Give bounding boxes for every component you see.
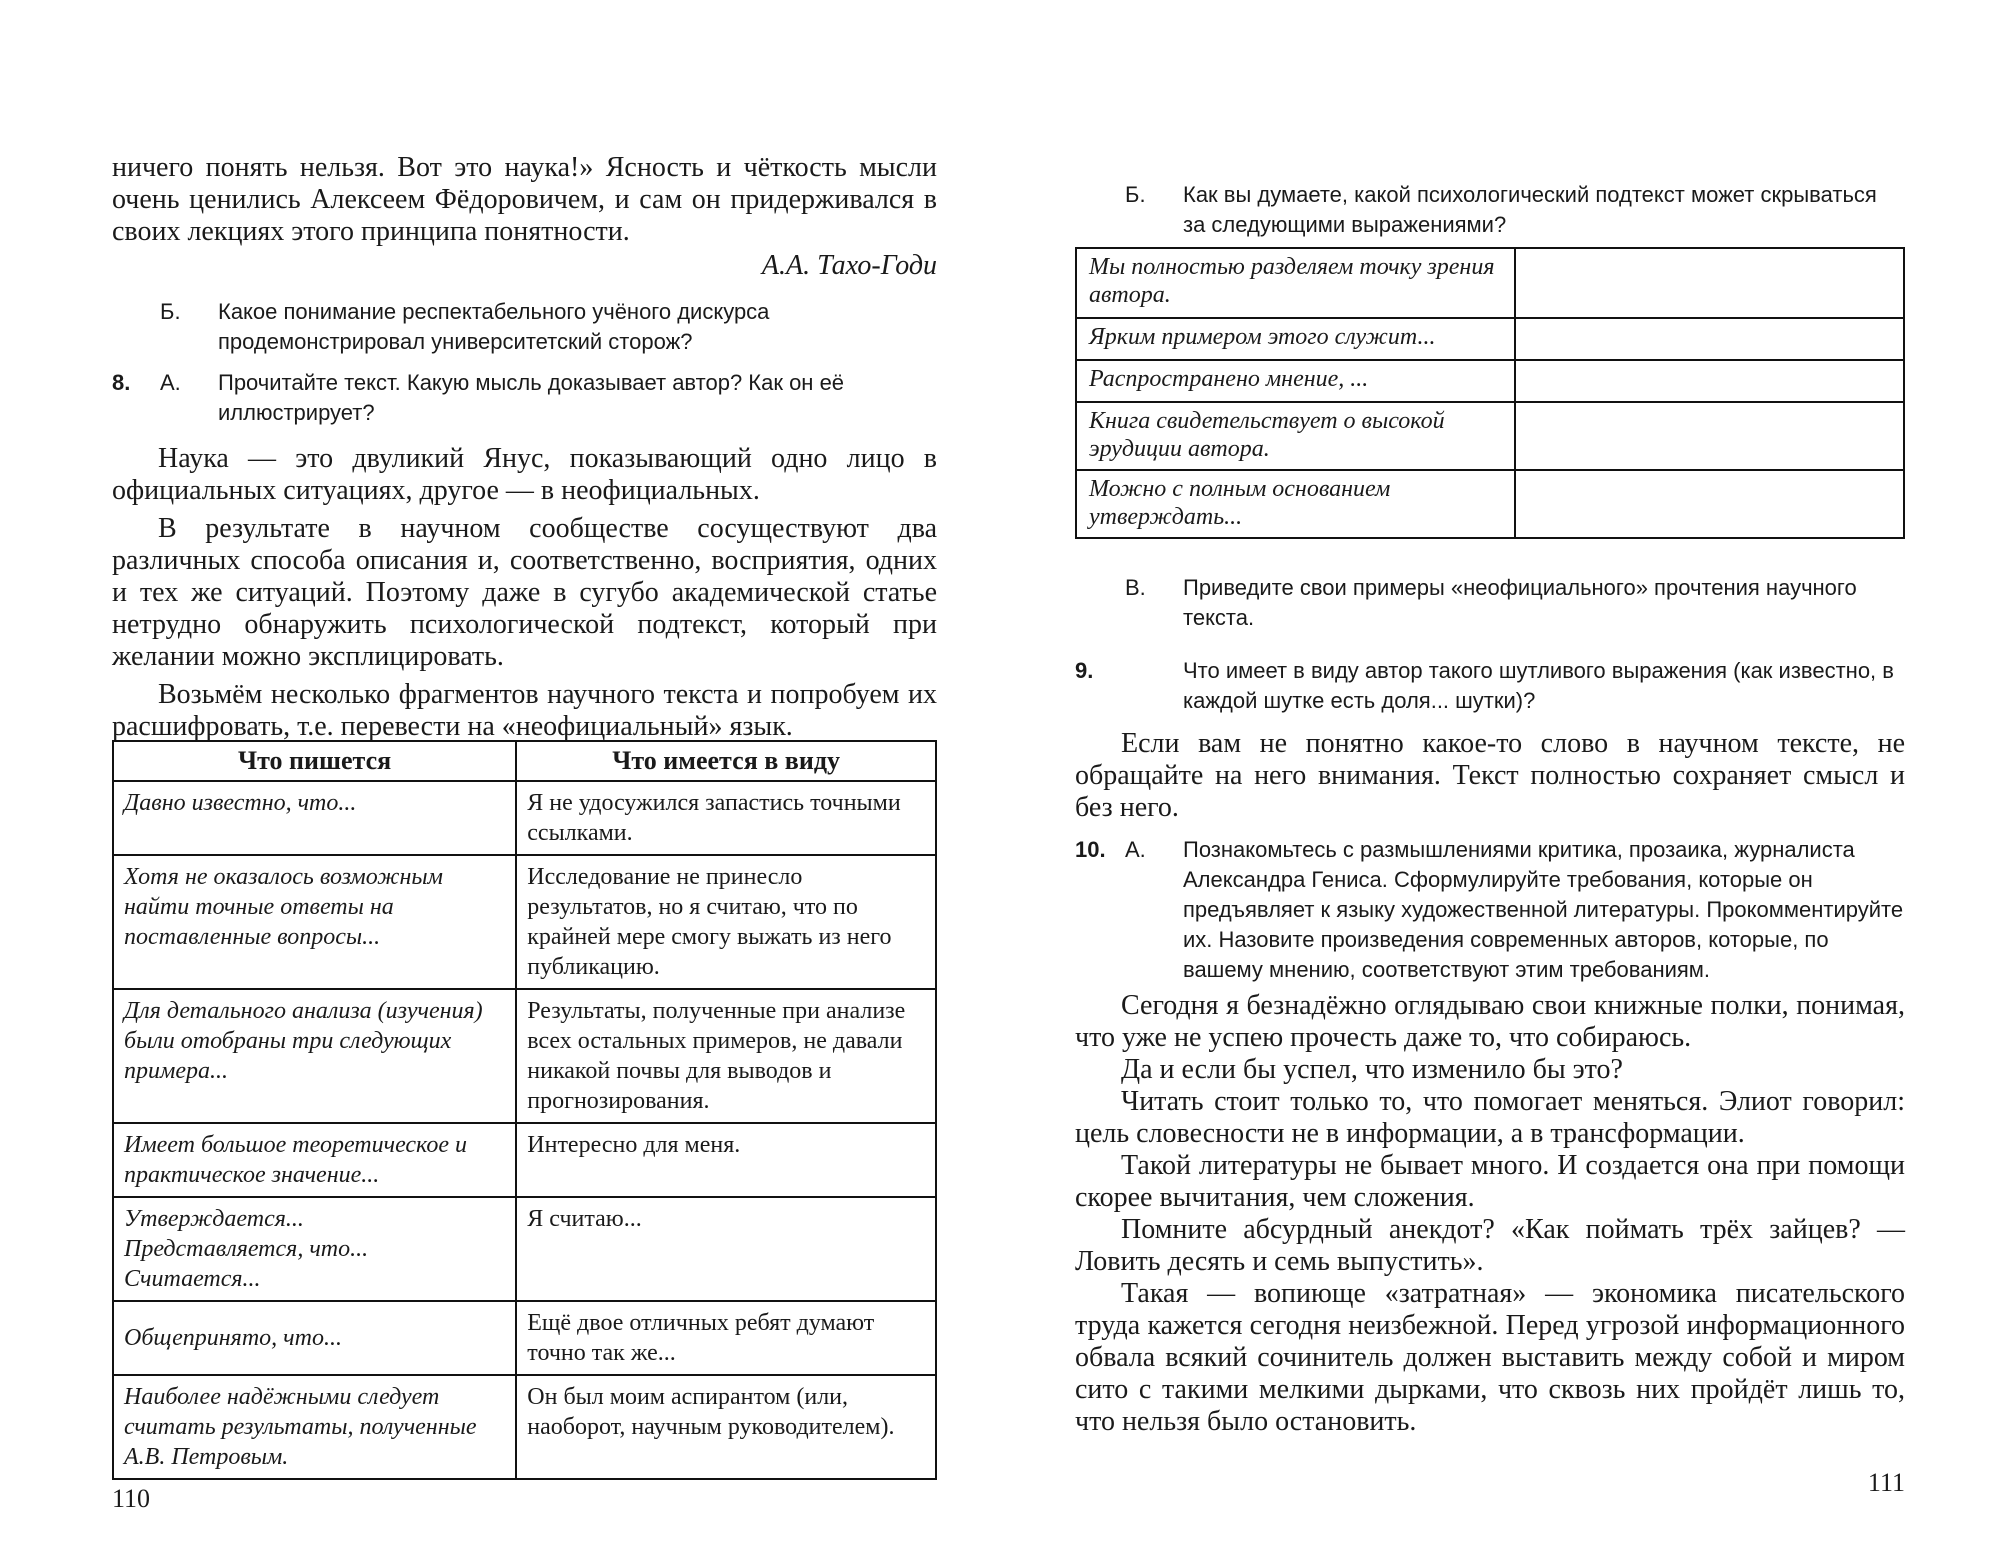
cell-expression: Можно с полным основанием утверждать... [1076,470,1515,538]
cell-written: Давно известно, что... [113,781,516,855]
paragraph: Наука — это двуликий Янус, показывающий одно лицо в официальных ситуациях, другое — в неофициальных. [112,443,937,506]
joke-paragraph: Если вам не понятно какое-то слово в научном тексте, не обращайте на него внимания. Текст полностью сохраняет смысл и без него. [1075,728,1905,823]
table-row [113,1197,936,1301]
task-text: Приведите свои примеры «неофициального» прочтения научного текста. [1183,575,1857,630]
task-text: Что имеет в виду автор такого шутливого выражения (как известно, в каждой шутке есть доля... шутки)? [1183,658,1894,713]
subtext-table-wrap [1075,247,1905,539]
table-row [113,855,936,989]
table-row [1076,248,1904,318]
cell-line: Считается... [124,1266,261,1292]
table-row [113,1301,936,1375]
table-row [113,1375,936,1479]
table-row [113,989,936,1123]
paragraph: Да и если бы успел, что изменило бы это? [1121,1054,1623,1085]
cell-meant: Исследование не принесло результатов, но я считаю, что по крайней мере смогу выжать из него публикацию. [516,855,936,989]
page-number-right: 111 [1867,1468,1905,1497]
paragraph: Сегодня я безнадёжно оглядываю свои книжные полки, понимая, что уже не успею прочесть даже то, что собираюсь. [1075,990,1905,1053]
cell-expression: Мы полностью разделяем точку зрения автора. [1076,248,1515,318]
cell-written: Общепринято, что... [113,1301,516,1375]
cell-written: Имеет большое теоретическое и практическое значение... [113,1123,516,1197]
task-8a [112,368,937,428]
written-vs-meant-table-wrap [112,740,937,1480]
subtext-table [1075,247,1905,539]
task-number: 8. [112,370,131,395]
task-8b [1075,180,1905,240]
task-letter: А. [1125,837,1146,862]
left-page [112,0,937,1567]
quote-author: А.А. Тахо-Годи [761,250,937,281]
table-row [1076,402,1904,470]
task-text: Прочитайте текст. Какую мысль доказывает автор? Как он её иллюстрирует? [218,370,845,425]
task-number: 9. [1075,658,1094,683]
right-page [1075,0,1905,1567]
paragraph: Читать стоит только то, что помогает меняться. Элиот говорил: цель словесности не в информации, а в трансформации. [1075,1086,1905,1149]
task-letter: А. [160,370,181,395]
task-text: Познакомьтесь с размышлениями критика, прозаика, журналиста Александра Гениса. Сформулируйте требования, которые он предъявляет к языку художественной литературы. Прокомментируйте их. Назовите произведения современных авторов, которые, по вашему мнению, соответствуют этим требованиям. [1183,837,1904,982]
task-number [1075,573,1125,633]
cell-answer [1515,248,1904,318]
table-row [113,1123,936,1197]
task-letter: В. [1125,575,1146,600]
task-text: Какое понимание респектабельного учёного дискурса продемонстрировал университетский сторож? [218,299,770,354]
cell-line: Представляется, что... [124,1236,369,1262]
cell-written [113,1197,516,1301]
paragraph: Такой литературы не бывает много. И создается она при помощи скорее вычитания, чем сложения. [1075,1150,1905,1213]
column-header-meant: Что имеется в виду [516,741,936,781]
cell-meant: Интересно для меня. [516,1123,936,1197]
table-header-row [113,741,936,781]
task-letter: Б. [1125,182,1146,207]
cell-expression: Ярким примером этого служит... [1076,318,1515,360]
cell-meant: Ещё двое отличных ребят думают точно так же... [516,1301,936,1375]
cell-expression: Книга свидетельствует о высокой эрудиции автора. [1076,402,1515,470]
task-9 [1075,656,1905,716]
task-text: Как вы думаете, какой психологический подтекст может скрываться за следующими выражениями? [1183,182,1877,237]
cell-line: Утверждается... [124,1206,304,1232]
text-8a-body [112,443,937,743]
paragraph: Возьмём несколько фрагментов научного текста и попробуем их расшифровать, т.е. перевести на «неофициальный» язык. [112,679,937,742]
page-number-left: 110 [112,1484,151,1513]
table-row [1076,470,1904,538]
cell-answer [1515,360,1904,402]
genis-text [1075,990,1905,1438]
table-row [1076,360,1904,402]
cell-written: Для детального анализа (изучения) были отобраны три следующих примера... [113,989,516,1123]
written-vs-meant-table [112,740,937,1480]
cell-meant: Я считаю... [516,1197,936,1301]
task-number [1075,180,1125,240]
cell-expression: Распространено мнение, ... [1076,360,1515,402]
table-row [113,781,936,855]
task-number [112,297,160,357]
intro-paragraph: ничего понять нельзя. Вот это наука!» Ясность и чёткость мысли очень ценились Алексеем Фёдоровичем, и сам он придерживался в своих лекциях этого принципа понятности. [112,152,937,247]
cell-meant: Я не удосужился запастись точными ссылками. [516,781,936,855]
cell-meant: Результаты, полученные при анализе всех остальных примеров, не давали никакой почвы для выводов и прогнозирования. [516,989,936,1123]
task-7b [112,297,937,357]
task-number: 10. [1075,837,1106,862]
table-row [1076,318,1904,360]
cell-written: Наиболее надёжными следует считать результаты, полученные А.В. Петровым. [113,1375,516,1479]
column-header-written: Что пишется [113,741,516,781]
paragraph: Такая — вопиюще «затратная» — экономика писательского труда кажется сегодня неизбежной. Перед угрозой информационного обвала всякий сочинитель должен выставить между собой и миром сито с такими мелкими дырками, что сквозь них пройдёт лишь то, что нельзя было остановить. [1075,1278,1905,1437]
cell-answer [1515,318,1904,360]
cell-written: Хотя не оказалось возможным найти точные ответы на поставленные вопросы... [113,855,516,989]
cell-meant: Он был моим аспирантом (или, наоборот, научным руководителем). [516,1375,936,1479]
cell-answer [1515,402,1904,470]
paragraph: В результате в научном сообществе сосуществуют два различных способа описания и, соответственно, восприятия, одних и тех же ситуаций. Поэтому даже в сугубо академической статье нетрудно обнаружить психологической подтекст, который при желании можно эксплицировать. [112,513,937,672]
task-letter: Б. [160,299,181,324]
cell-answer [1515,470,1904,538]
paragraph: Помните абсурдный анекдот? «Как поймать трёх зайцев? — Ловить десять и семь выпустить». [1075,1214,1905,1277]
task-10a [1075,835,1905,985]
task-8c [1075,573,1905,633]
